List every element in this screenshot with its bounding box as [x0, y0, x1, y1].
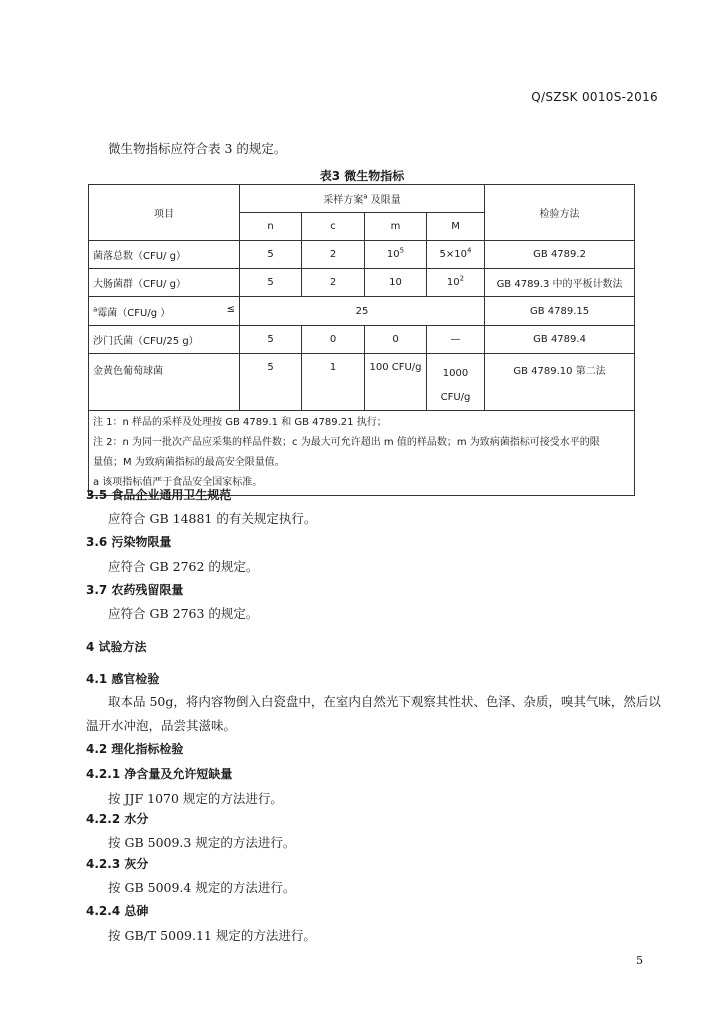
row-n: 5	[240, 241, 302, 269]
row-M: $5\times 10^4$	[427, 241, 485, 269]
body-3-5: 应符合 GB 14881 的有关规定执行。	[108, 511, 317, 526]
heading-4-2-3: 4.2.3 灰分	[86, 857, 149, 871]
row-c: 2	[302, 269, 365, 297]
heading-4-1: 4.1 感官检验	[86, 672, 160, 686]
row-m: $10^5$	[365, 241, 427, 269]
heading-4-2-2: 4.2.2 水分	[86, 812, 149, 826]
heading-3-6: 3.6 污染物限量	[86, 535, 172, 549]
row-method: GB 4789.4	[485, 326, 635, 354]
header-m: m	[365, 213, 427, 241]
row-method: GB 4789.15	[485, 297, 635, 326]
table-notes	[89, 411, 635, 496]
heading-4-2-4: 4.2.4 总砷	[86, 904, 149, 918]
intro-text: 微生物指标应符合表 3 的规定。	[108, 141, 287, 156]
row-method: GB 4789.10 第二法	[485, 354, 635, 411]
table-row	[89, 241, 635, 269]
row-method: GB 4789.2	[485, 241, 635, 269]
body-4-2-2: 按 GB 5009.3 规定的方法进行。	[108, 835, 296, 850]
body-4-2-1: 按 JJF 1070 规定的方法进行。	[108, 791, 283, 806]
row-c: 0	[302, 326, 365, 354]
row-m: 10	[365, 269, 427, 297]
row-m: 100 CFU/g	[365, 354, 427, 411]
row-method: GB 4789.3 中的平板计数法	[485, 269, 635, 297]
heading-3-7: 3.7 农药残留限量	[86, 583, 184, 597]
note-a: a 该项指标值严于食品安全国家标准。	[93, 477, 263, 488]
header-sampling-plan: 采样方案$^a$ 及限量	[240, 185, 485, 213]
body-4-2-3: 按 GB 5009.4 规定的方法进行。	[108, 880, 296, 895]
body-4-2-4: 按 GB/T 5009.11 规定的方法进行。	[108, 928, 316, 943]
table-caption: 表3 微生物指标	[319, 169, 405, 183]
header-item: 项目	[89, 185, 240, 241]
row-n: 5	[240, 354, 302, 411]
row-M: —	[427, 326, 485, 354]
le-sign: ≤	[226, 303, 235, 315]
note-1: 注 1：n 样品的采样及处理按 GB 4789.1 和 GB 4789.21 执行；	[93, 417, 387, 428]
header-n: n	[240, 213, 302, 241]
body-3-6: 应符合 GB 2762 的规定。	[108, 559, 259, 574]
row-item: 沙门氏菌（CFU/25 g）	[89, 326, 240, 354]
row-item: 大肠菌群（CFU/ g）	[89, 269, 240, 297]
header-method: 检验方法	[485, 185, 635, 241]
row-M: $10^2$	[427, 269, 485, 297]
heading-4-2: 4.2 理化指标检验	[86, 742, 184, 756]
row-n: 5	[240, 326, 302, 354]
note-2: 注 2：n 为同一批次产品应采集的样品件数；c 为最大可允许超出 m 值的样品数；m 为致病菌指标可接受水平的限	[93, 437, 600, 448]
body-3-7: 应符合 GB 2763 的规定。	[108, 606, 259, 621]
row-m: 0	[365, 326, 427, 354]
header-M: M	[427, 213, 485, 241]
body-4-1-continued: 温开水冲泡，品尝其滋味。	[86, 718, 237, 733]
note-2-continued: 量值；M 为致病菌指标的最高安全限量值。	[93, 457, 285, 468]
table-row	[89, 297, 635, 326]
header-c: c	[302, 213, 365, 241]
row-item: 金黄色葡萄球菌	[89, 354, 240, 411]
heading-4: 4 试验方法	[86, 640, 147, 654]
row-n: 5	[240, 269, 302, 297]
row-c: 2	[302, 241, 365, 269]
microbial-table	[88, 184, 635, 496]
document-number: Q/SZSK 0010S-2016	[531, 90, 658, 104]
row-item: 菌落总数（CFU/ g）	[89, 241, 240, 269]
table-row	[89, 269, 635, 297]
heading-4-2-1: 4.2.1 净含量及允许短缺量	[86, 767, 233, 781]
table-row	[89, 326, 635, 354]
row-M: 1000 CFU/g	[427, 354, 485, 411]
heading-3-5: 3.5 食品企业通用卫生规范	[86, 488, 232, 502]
row-c: 1	[302, 354, 365, 411]
row-value: 25	[240, 297, 485, 326]
table-row	[89, 354, 635, 411]
page-number: 5	[636, 954, 643, 967]
body-4-1: 取本品 50g，将内容物倒入白瓷盘中，在室内自然光下观察其性状、色泽、杂质，嗅其气味，然后以	[108, 694, 661, 709]
row-item: $^a$霉菌（CFU/g ） ≤	[89, 297, 240, 326]
